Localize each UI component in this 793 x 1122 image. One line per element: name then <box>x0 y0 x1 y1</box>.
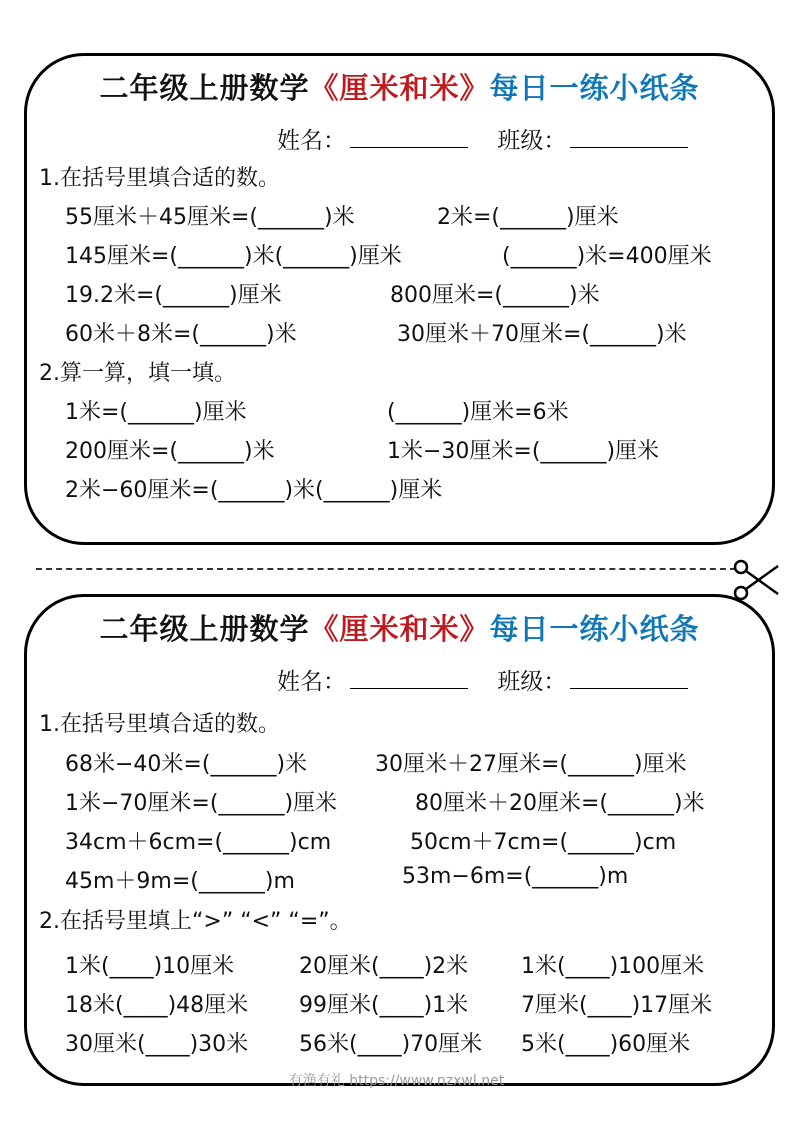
fill-item[interactable]: 30厘米＋70厘米=(______)米 <box>397 322 687 347</box>
name-blank[interactable] <box>350 668 468 689</box>
fill-item[interactable]: 50cm＋7cm=(______)cm <box>410 830 677 855</box>
question-1-heading: 1.在括号里填合适的数。 <box>39 166 280 191</box>
title-daily: 每日一练小纸条 <box>489 612 700 646</box>
fill-item[interactable]: (______)厘米=6米 <box>387 400 569 425</box>
name-label: 姓名： <box>277 669 346 695</box>
fill-item[interactable]: (______)米=400厘米 <box>502 244 712 269</box>
fill-item[interactable]: 2米=(______)厘米 <box>437 205 619 230</box>
fill-item[interactable]: 34cm＋6cm=(______)cm <box>65 830 332 855</box>
question-2-heading: 2.在括号里填上“>” “<” “=”。 <box>39 909 352 934</box>
fill-item[interactable]: 145厘米=(______)米(______)厘米 <box>65 244 402 269</box>
compare-item[interactable]: 56米(____)70厘米 <box>299 1032 483 1057</box>
fill-item[interactable]: 68米−40米=(______)米 <box>65 752 308 777</box>
compare-item[interactable]: 30厘米(____)30米 <box>65 1032 249 1057</box>
fill-item[interactable]: 80厘米＋20厘米=(______)米 <box>415 791 705 816</box>
class-label: 班级： <box>497 669 567 695</box>
question-2-heading: 2.算一算，填一填。 <box>39 361 236 386</box>
fill-item[interactable]: 1米−30厘米=(______)厘米 <box>387 439 660 464</box>
name-class-row <box>277 663 710 696</box>
name-label: 姓名： <box>277 128 346 154</box>
compare-item[interactable]: 5米(____)60厘米 <box>521 1032 691 1057</box>
class-blank[interactable] <box>570 127 688 148</box>
question-1-heading: 1.在括号里填合适的数。 <box>39 712 280 737</box>
cut-line <box>36 568 736 570</box>
worksheet-title <box>27 607 772 648</box>
title-grade: 二年级上册数学 <box>99 71 310 105</box>
class-label: 班级： <box>497 128 567 154</box>
title-topic: 《厘米和米》 <box>309 71 490 105</box>
title-topic: 《厘米和米》 <box>309 612 490 646</box>
fill-item[interactable]: 19.2米=(______)厘米 <box>65 283 282 308</box>
fill-item[interactable]: 55厘米＋45厘米=(______)米 <box>65 205 355 230</box>
compare-item[interactable]: 20厘米(____)2米 <box>299 954 469 979</box>
compare-item[interactable]: 99厘米(____)1米 <box>299 993 469 1018</box>
footer-watermark: 有渔有礼 https://www.nzxwl.net <box>288 1073 505 1089</box>
worksheet-card-2 <box>24 594 775 1086</box>
name-blank[interactable] <box>350 127 468 148</box>
compare-item[interactable]: 18米(____)48厘米 <box>65 993 249 1018</box>
compare-item[interactable]: 1米(____)100厘米 <box>521 954 705 979</box>
fill-item[interactable]: 800厘米=(______)米 <box>390 283 600 308</box>
name-class-row <box>277 122 710 155</box>
fill-item[interactable]: 30厘米＋27厘米=(______)厘米 <box>375 752 687 777</box>
fill-item[interactable]: 2米−60厘米=(______)米(______)厘米 <box>65 478 443 503</box>
fill-item[interactable]: 53m−6m=(______)m <box>402 864 629 889</box>
class-blank[interactable] <box>570 668 688 689</box>
compare-item[interactable]: 7厘米(____)17厘米 <box>521 993 713 1018</box>
worksheet-title <box>27 66 772 107</box>
title-grade: 二年级上册数学 <box>99 612 310 646</box>
fill-item[interactable]: 60米＋8米=(______)米 <box>65 322 297 347</box>
compare-item[interactable]: 1米(____)10厘米 <box>65 954 235 979</box>
fill-item[interactable]: 1米=(______)厘米 <box>65 400 247 425</box>
worksheet-card-1 <box>24 53 775 545</box>
fill-item[interactable]: 200厘米=(______)米 <box>65 439 275 464</box>
fill-item[interactable]: 1米−70厘米=(______)厘米 <box>65 791 338 816</box>
title-daily: 每日一练小纸条 <box>489 71 700 105</box>
fill-item[interactable]: 45m＋9m=(______)m <box>65 869 295 894</box>
